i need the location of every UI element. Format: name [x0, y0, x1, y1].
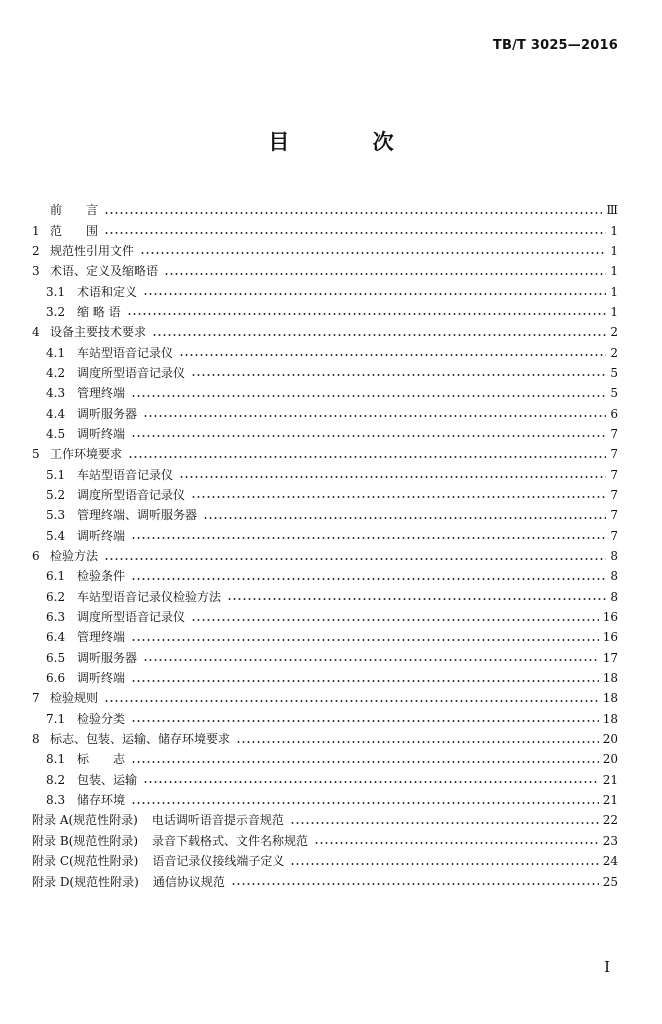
toc-entry[interactable]	[32, 627, 618, 647]
toc-entry-number: 4	[32, 325, 40, 340]
toc-entry-number: 4.5	[46, 426, 66, 441]
toc-entry-title: 检验规则	[50, 691, 99, 706]
toc-entry[interactable]	[32, 302, 618, 322]
toc-entry-title: 调度所型语音记录仪	[77, 610, 186, 625]
toc-entry-title: 储存环境	[77, 793, 126, 808]
toc-dot-leader	[131, 578, 606, 580]
toc-entry[interactable]	[32, 810, 618, 830]
toc-entry-title: 调听终端	[77, 528, 126, 543]
toc-entry-title: 术语和定义	[77, 284, 138, 299]
toc-entry[interactable]	[32, 464, 618, 484]
toc-dot-leader	[314, 842, 599, 844]
toc-entry-number: 附录 B(规范性附录)	[32, 833, 138, 848]
toc-entry-number: 5.3	[46, 508, 66, 523]
toc-dot-leader	[179, 354, 606, 356]
toc-entry-title: 设备主要技术要求	[50, 325, 147, 340]
toc-entry-number: 附录 A(规范性附录)	[32, 813, 138, 828]
toc-entry[interactable]	[32, 505, 618, 525]
toc-entry[interactable]	[32, 648, 618, 668]
toc-entry-title: 工作环境要求	[50, 447, 123, 462]
toc-dot-leader	[143, 415, 606, 417]
toc-entry-title: 缩 略 语	[77, 304, 121, 319]
toc-entry-title: 录音下载格式、文件名称规范	[152, 833, 309, 848]
table-of-contents	[32, 200, 618, 892]
toc-entry-page: 2	[610, 345, 618, 360]
toc-entry-page: 21	[602, 772, 618, 787]
toc-entry-number: 7	[32, 691, 40, 706]
toc-entry-title: 检验分类	[77, 711, 126, 726]
toc-entry[interactable]	[32, 403, 618, 423]
toc-entry-number: 8.1	[46, 752, 66, 767]
toc-entry-page: 7	[610, 528, 618, 543]
toc-entry-number: 3	[32, 264, 40, 279]
toc-entry-number: 6.4	[46, 630, 66, 645]
toc-entry-page: 25	[602, 874, 618, 889]
toc-dot-leader	[143, 781, 599, 783]
toc-dot-leader	[104, 232, 606, 234]
toc-entry[interactable]	[32, 200, 618, 220]
toc-dot-leader	[104, 558, 606, 560]
toc-dot-leader	[227, 598, 606, 600]
toc-entry[interactable]	[32, 770, 618, 790]
toc-entry-title: 检验方法	[50, 549, 99, 564]
toc-entry-page: 16	[602, 630, 618, 645]
toc-entry-page: Ⅲ	[606, 203, 618, 218]
toc-entry-title: 管理终端	[77, 630, 126, 645]
toc-entry-title: 标志、包装、运输、储存环境要求	[50, 732, 231, 747]
toc-entry-title: 车站型语音记录仪检验方法	[77, 589, 222, 604]
toc-dot-leader	[231, 883, 599, 885]
toc-entry-title: 通信协议规范	[152, 874, 225, 889]
toc-entry-title: 检验条件	[77, 569, 126, 584]
toc-entry-title: 前 言	[50, 203, 99, 218]
toc-entry-page: 8	[610, 569, 618, 584]
toc-entry[interactable]	[32, 566, 618, 586]
toc-entry[interactable]	[32, 444, 618, 464]
toc-dot-leader	[143, 659, 599, 661]
toc-dot-leader	[131, 680, 599, 682]
toc-entry-number: 6.6	[46, 671, 66, 686]
toc-entry-page: 5	[610, 365, 618, 380]
toc-entry[interactable]	[32, 871, 618, 891]
toc-entry-page: 7	[610, 426, 618, 441]
toc-dot-leader	[164, 273, 606, 275]
toc-entry-page: 2	[610, 325, 618, 340]
toc-entry-title: 管理终端、调听服务器	[77, 508, 198, 523]
toc-entry[interactable]	[32, 790, 618, 810]
toc-dot-leader	[203, 517, 606, 519]
toc-entry-number: 6.3	[46, 610, 66, 625]
toc-entry[interactable]	[32, 485, 618, 505]
toc-dot-leader	[104, 700, 599, 702]
toc-dot-leader	[179, 476, 606, 478]
toc-dot-leader	[152, 334, 606, 336]
toc-dot-leader	[191, 496, 606, 498]
toc-entry-number: 8	[32, 732, 40, 747]
toc-entry[interactable]	[32, 383, 618, 403]
toc-dot-leader	[131, 720, 599, 722]
toc-entry-number: 4.3	[46, 386, 66, 401]
toc-entry-page: 7	[610, 467, 618, 482]
toc-entry-title: 调听服务器	[77, 406, 138, 421]
toc-entry-page: 24	[602, 854, 618, 869]
toc-dot-leader	[131, 761, 599, 763]
toc-entry-number: 4.4	[46, 406, 66, 421]
standard-code: TB/T 3025—2016	[492, 38, 618, 53]
toc-entry-title: 规范性引用文件	[50, 243, 135, 258]
toc-entry-page: 23	[602, 833, 618, 848]
toc-entry[interactable]	[32, 607, 618, 627]
toc-entry-number: 6	[32, 549, 40, 564]
toc-dot-leader	[131, 395, 606, 397]
toc-entry[interactable]	[32, 281, 618, 301]
toc-entry-page: 1	[610, 304, 618, 319]
toc-dot-leader	[127, 313, 606, 315]
toc-entry[interactable]	[32, 587, 618, 607]
toc-entry-title: 管理终端	[77, 386, 126, 401]
toc-entry-page: 16	[602, 610, 618, 625]
toc-entry-page: 20	[602, 732, 618, 747]
toc-entry-page: 5	[610, 386, 618, 401]
page-title: 目 次	[268, 129, 432, 154]
toc-entry-title: 调听终端	[77, 426, 126, 441]
toc-entry-title: 范 围	[50, 223, 99, 238]
toc-entry-page: 7	[610, 487, 618, 502]
toc-entry-number: 6.1	[46, 569, 66, 584]
toc-entry-page: 22	[602, 813, 618, 828]
toc-entry[interactable]	[32, 688, 618, 708]
toc-dot-leader	[131, 435, 606, 437]
toc-entry-page: 8	[610, 589, 618, 604]
toc-entry-number: 6.5	[46, 650, 66, 665]
toc-entry-page: 1	[610, 243, 618, 258]
toc-dot-leader	[191, 374, 606, 376]
toc-entry-title: 电话调听语音提示音规范	[151, 813, 284, 828]
toc-entry-number: 附录 C(规范性附录)	[32, 854, 139, 869]
toc-entry[interactable]	[32, 546, 618, 566]
toc-dot-leader	[236, 741, 599, 743]
toc-dot-leader	[128, 456, 606, 458]
toc-entry-page: 7	[610, 508, 618, 523]
toc-entry-title: 车站型语音记录仪	[77, 467, 174, 482]
toc-entry[interactable]	[32, 709, 618, 729]
toc-entry-title: 车站型语音记录仪	[77, 345, 174, 360]
toc-entry[interactable]	[32, 729, 618, 749]
toc-entry-title: 调听终端	[77, 671, 126, 686]
toc-entry-title: 调度所型语音记录仪	[77, 365, 186, 380]
toc-dot-leader	[131, 802, 599, 804]
toc-entry[interactable]	[32, 424, 618, 444]
toc-entry[interactable]	[32, 220, 618, 240]
toc-entry-page: 18	[602, 691, 618, 706]
toc-entry-number: 5	[32, 447, 40, 462]
toc-entry-number: 附录 D(规范性附录)	[32, 874, 139, 889]
toc-dot-leader	[104, 212, 602, 214]
toc-entry-number: 7.1	[46, 711, 66, 726]
toc-entry-title: 标 志	[77, 752, 126, 767]
toc-entry-page: 8	[610, 549, 618, 564]
toc-entry-title: 包装、运输	[77, 772, 138, 787]
toc-entry-number: 2	[32, 243, 40, 258]
toc-entry[interactable]	[32, 363, 618, 383]
toc-dot-leader	[140, 252, 606, 254]
toc-entry[interactable]	[32, 241, 618, 261]
toc-entry-page: 17	[602, 650, 618, 665]
toc-dot-leader	[290, 863, 598, 865]
toc-dot-leader	[131, 537, 606, 539]
toc-entry-page: 1	[610, 264, 618, 279]
toc-entry-number: 4.2	[46, 365, 66, 380]
toc-entry[interactable]	[32, 831, 618, 851]
toc-dot-leader	[143, 293, 606, 295]
toc-entry-number: 4.1	[46, 345, 66, 360]
toc-entry-title: 调听服务器	[77, 650, 138, 665]
toc-dot-leader	[290, 822, 599, 824]
toc-entry-number: 3.2	[46, 304, 66, 319]
toc-entry[interactable]	[32, 749, 618, 769]
toc-entry-page: 1	[610, 223, 618, 238]
toc-dot-leader	[191, 619, 599, 621]
toc-entry[interactable]	[32, 342, 618, 362]
toc-entry-page: 21	[602, 793, 618, 808]
toc-entry-page: 1	[610, 284, 618, 299]
toc-entry-number: 8.2	[46, 772, 66, 787]
toc-entry-number: 3.1	[46, 284, 66, 299]
page-number: I	[604, 958, 610, 976]
toc-entry-number: 1	[32, 223, 40, 238]
toc-entry[interactable]	[32, 851, 618, 871]
toc-entry-title: 调度所型语音记录仪	[77, 487, 186, 502]
toc-entry[interactable]	[32, 261, 618, 281]
toc-entry[interactable]	[32, 668, 618, 688]
toc-entry[interactable]	[32, 526, 618, 546]
toc-entry-number: 5.2	[46, 487, 66, 502]
toc-entry-number: 5.4	[46, 528, 66, 543]
toc-dot-leader	[131, 639, 599, 641]
toc-entry-title: 语音记录仪接线端子定义	[152, 854, 285, 869]
toc-entry-number: 8.3	[46, 793, 66, 808]
toc-entry-number: 5.1	[46, 467, 66, 482]
toc-entry-title: 术语、定义及缩略语	[50, 264, 159, 279]
toc-entry[interactable]	[32, 322, 618, 342]
toc-entry-page: 20	[602, 752, 618, 767]
toc-entry-page: 18	[602, 671, 618, 686]
toc-entry-page: 6	[610, 406, 618, 421]
toc-entry-page: 7	[610, 447, 618, 462]
toc-entry-page: 18	[602, 711, 618, 726]
toc-entry-number: 6.2	[46, 589, 66, 604]
